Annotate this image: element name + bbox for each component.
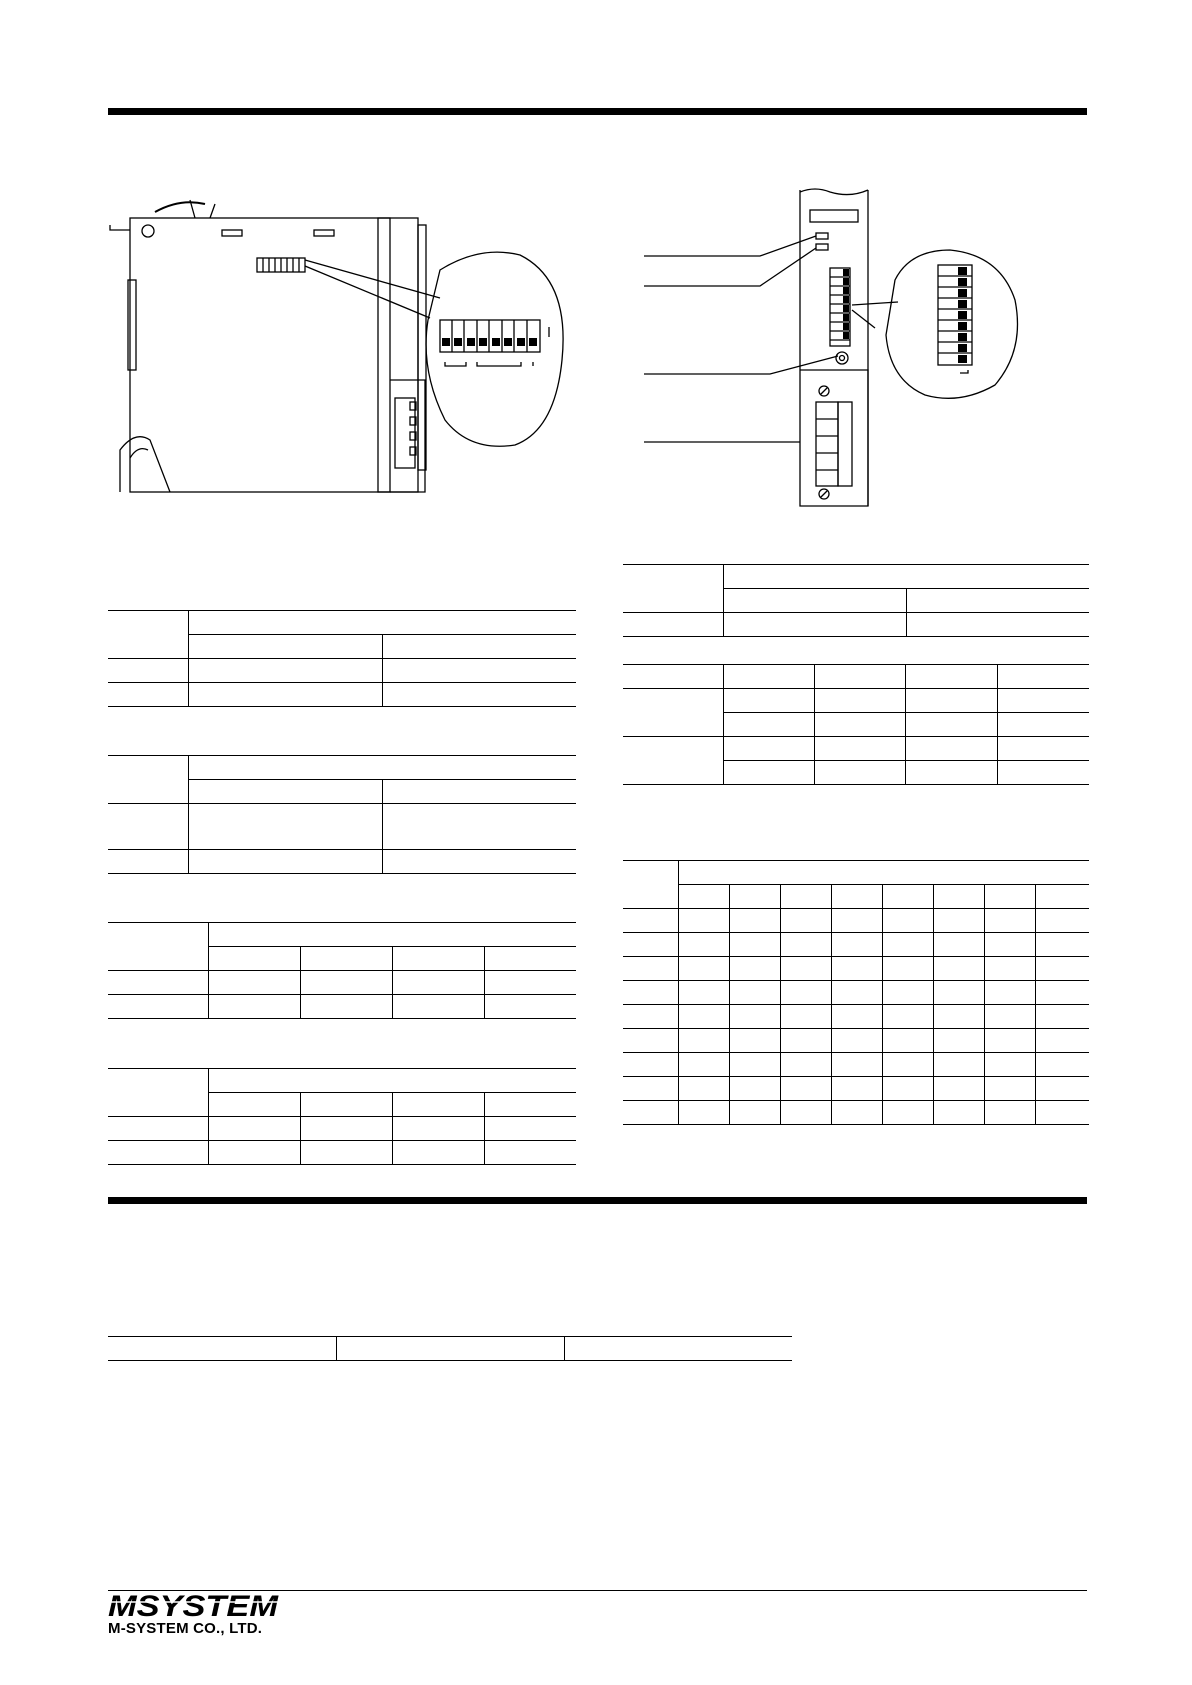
table-right-2 [623,664,1089,785]
table-bottom [108,1336,792,1361]
footer-rule [108,1590,1087,1591]
msystem-logo-mark [108,1593,284,1619]
company-name: M-SYSTEM CO., LTD. [108,1620,263,1637]
table-left-4 [108,1068,576,1165]
table-left-2 [108,755,576,874]
table-left-3 [108,922,576,1019]
company-logo [108,1593,284,1648]
table-right-1 [623,564,1089,637]
brand-logo-text: MSYSTEM [108,1593,280,1619]
section-rule [108,1197,1087,1204]
front-view-diagram [640,180,1060,510]
table-right-3 [623,860,1089,1125]
table-left-1 [108,610,576,707]
top-rule [108,108,1087,115]
side-view-diagram [100,190,570,510]
